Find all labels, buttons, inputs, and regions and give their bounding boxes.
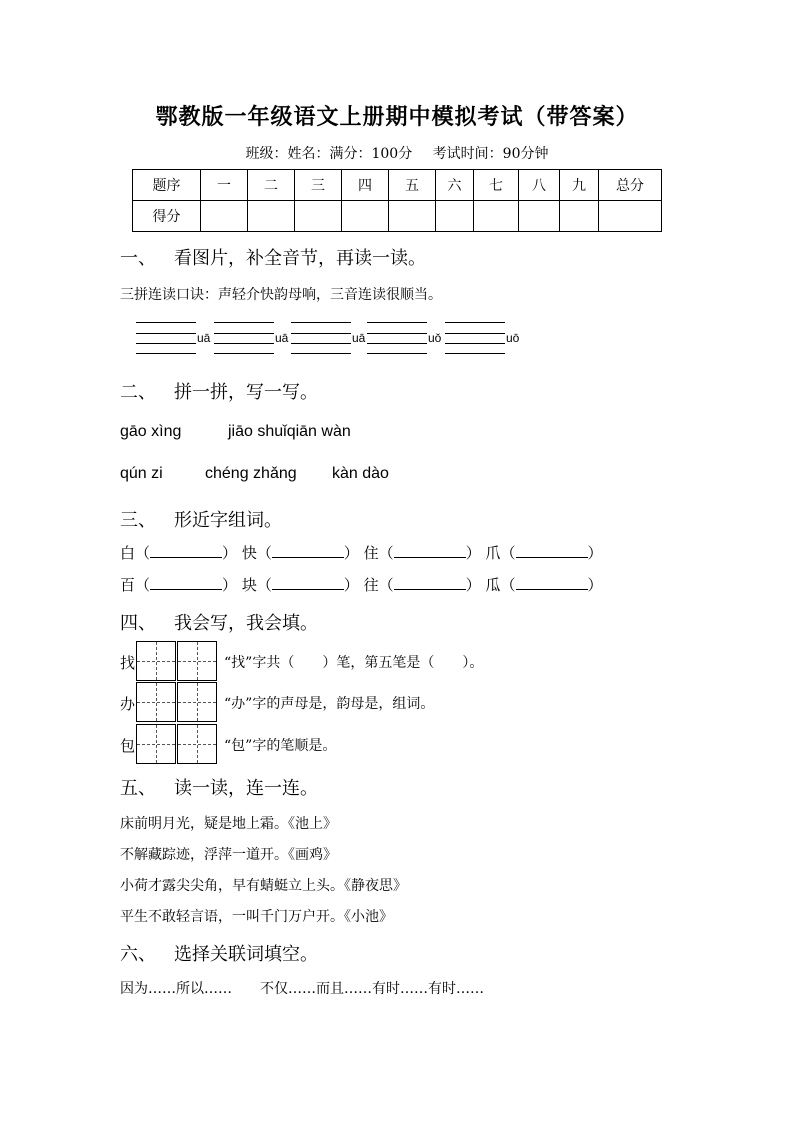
question-text: “包”字的笔顺是。 xyxy=(224,738,337,754)
score-input-cell[interactable] xyxy=(342,201,389,232)
score-header-cell: 九 xyxy=(560,170,599,201)
poem-line: 不解藏踪迹，浮萍一道开。《画鸡》 xyxy=(120,847,337,863)
section-number: 二、 xyxy=(120,382,156,403)
exam-info xyxy=(0,143,794,163)
pinyin-blank-row xyxy=(136,322,536,356)
score-header-cell: 四 xyxy=(342,170,389,201)
word-blank[interactable] xyxy=(272,575,344,590)
word-blank[interactable] xyxy=(394,543,466,558)
score-row-label: 得分 xyxy=(133,201,201,232)
section-6-heading xyxy=(120,940,318,966)
char: 往 xyxy=(363,576,379,594)
char: 瓜 xyxy=(485,576,501,594)
writing-grid[interactable] xyxy=(177,641,217,681)
writing-grid[interactable] xyxy=(177,724,217,764)
section-title: 我会写，我会填。 xyxy=(174,613,318,634)
score-header-cell: 五 xyxy=(389,170,436,201)
score-input-cell[interactable] xyxy=(248,201,295,232)
pinyin-word: chéng zhǎng xyxy=(205,465,297,482)
score-input-cell[interactable] xyxy=(295,201,342,232)
word-blank[interactable] xyxy=(516,575,588,590)
poem-line: 平生不敢轻言语，一叫千门万户开。《小池》 xyxy=(120,909,393,925)
score-input-cell[interactable] xyxy=(599,201,662,232)
score-input-cell[interactable] xyxy=(201,201,248,232)
pinyin-vowel: uō xyxy=(506,331,520,345)
similar-char-row: 百（ ） 块（ ） 往（ ） 瓜（ ） xyxy=(120,576,603,594)
pinyin-vowel: uǒ xyxy=(428,331,442,345)
pinyin-vowel: uā xyxy=(352,331,366,345)
word-blank[interactable] xyxy=(150,543,222,558)
char: 块 xyxy=(241,576,257,594)
word-blank[interactable] xyxy=(150,575,222,590)
writing-grid[interactable] xyxy=(136,724,176,764)
score-header-cell: 八 xyxy=(519,170,560,201)
section-number: 三、 xyxy=(120,510,156,531)
score-header-cell: 题序 xyxy=(133,170,201,201)
section-2-heading xyxy=(120,378,318,404)
score-header-cell: 三 xyxy=(295,170,342,201)
score-header-cell: 七 xyxy=(474,170,519,201)
poem-line: 小荷才露尖尖角，早有蜻蜓立上头。《静夜思》 xyxy=(120,878,407,894)
score-header-cell: 总分 xyxy=(599,170,662,201)
score-input-cell[interactable] xyxy=(519,201,560,232)
score-input-cell[interactable] xyxy=(436,201,474,232)
section-5-heading xyxy=(120,774,318,800)
conjunction-options: 因为……所以…… 不仅……而且……有时……有时…… xyxy=(120,981,484,997)
pinyin-word: jiāo shuǐqiān wàn xyxy=(228,423,351,440)
char: 百 xyxy=(120,576,136,594)
pinyin-word: kàn dào xyxy=(332,465,389,482)
question-text: “办”字的声母是，韵母是，组词。 xyxy=(224,696,435,712)
class-name-info: 班级：姓名：满分：100分 xyxy=(245,146,413,162)
score-header-cell: 六 xyxy=(436,170,474,201)
score-input-cell[interactable] xyxy=(560,201,599,232)
section-title: 拼一拼，写一写。 xyxy=(174,382,318,403)
pinyin-word: gāo xìng xyxy=(120,423,182,440)
score-table-score-row xyxy=(133,201,662,232)
section-number: 六、 xyxy=(120,944,156,965)
section-number: 五、 xyxy=(120,778,156,799)
section-number: 四、 xyxy=(120,613,156,634)
section-4-heading xyxy=(120,609,318,635)
section-1-hint: 三拼连读口诀：声轻介快韵母响，三音连读很顺当。 xyxy=(120,287,442,303)
write-char: 包 xyxy=(120,737,136,755)
section-title: 形近字组词。 xyxy=(174,510,282,531)
poem-line: 床前明月光，疑是地上霜。《池上》 xyxy=(120,816,337,832)
char: 快 xyxy=(241,544,257,562)
score-header-cell: 二 xyxy=(248,170,295,201)
score-header-cell: 一 xyxy=(201,170,248,201)
writing-grid[interactable] xyxy=(136,682,176,722)
word-blank[interactable] xyxy=(394,575,466,590)
writing-grid[interactable] xyxy=(177,682,217,722)
char: 住 xyxy=(363,544,379,562)
write-char: 找 xyxy=(120,654,136,672)
pinyin-vowel: uā xyxy=(275,331,289,345)
score-input-cell[interactable] xyxy=(474,201,519,232)
score-input-cell[interactable] xyxy=(389,201,436,232)
section-title: 读一读，连一连。 xyxy=(174,778,318,799)
write-char: 办 xyxy=(120,695,136,713)
section-title: 看图片，补全音节，再读一读。 xyxy=(174,248,426,269)
score-table-header-row xyxy=(133,170,662,201)
similar-char-row: 白（ ） 快（ ） 住（ ） 爪（ ） xyxy=(120,544,603,562)
time-info: 考试时间：90分钟 xyxy=(432,146,549,162)
section-number: 一、 xyxy=(120,248,156,269)
writing-grid[interactable] xyxy=(136,641,176,681)
pinyin-word: qún zi xyxy=(120,465,163,482)
section-title: 选择关联词填空。 xyxy=(174,944,318,965)
word-blank[interactable] xyxy=(516,543,588,558)
word-blank[interactable] xyxy=(272,543,344,558)
section-1-heading xyxy=(120,244,426,270)
score-table xyxy=(132,169,662,232)
char: 白 xyxy=(120,544,136,562)
page-title: 鄂教版一年级语文上册期中模拟考试（带答案） xyxy=(155,104,639,130)
question-text: “找”字共（ ）笔，第五笔是（ ）。 xyxy=(224,655,484,671)
section-3-heading xyxy=(120,506,282,532)
char: 爪 xyxy=(485,544,501,562)
pinyin-vowel: uā xyxy=(197,331,211,345)
